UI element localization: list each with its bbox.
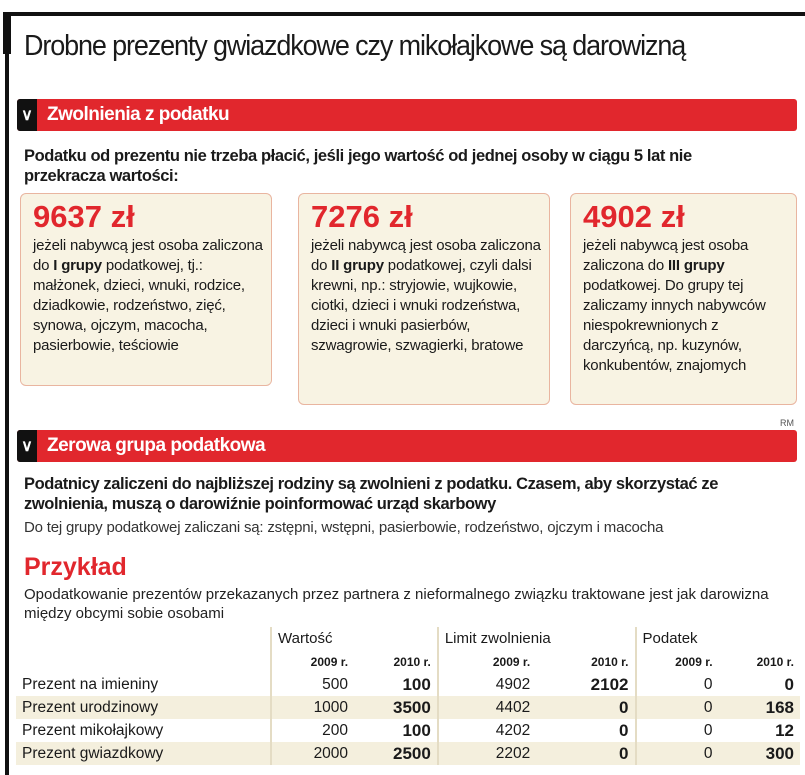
card-text: jeżeli nabywcą jest osoba zaliczona do [311, 237, 541, 274]
cell: 168 [719, 696, 800, 719]
chevron-down-icon: ∨ [17, 430, 37, 462]
credit: RM [780, 418, 794, 428]
card-group: I grupy [53, 257, 102, 274]
table-group-header [16, 627, 800, 650]
frame-notch [3, 12, 11, 54]
cell: 4402 [438, 696, 536, 719]
row-label: Prezent urodzinowy [16, 696, 271, 719]
year-header: 2009 r. [636, 650, 719, 673]
year-header: 2010 r. [756, 654, 794, 669]
cell: 0 [619, 720, 629, 740]
year-header: 2010 r. [591, 654, 629, 669]
section-bar-exemptions [17, 99, 797, 131]
table-row [16, 719, 800, 742]
example-table [16, 627, 800, 765]
section-heading: Zwolnienia z podatku [47, 104, 230, 125]
card-amount: 7276 zł [311, 199, 413, 234]
cell: 4202 [438, 719, 536, 742]
cell: 12 [775, 720, 794, 740]
row-label: Prezent na imieniny [22, 675, 159, 693]
section-heading: Zerowa grupa podatkowa [47, 435, 266, 456]
frame-top-rule [5, 12, 805, 16]
card-text: jeżeli nabywcą jest osoba zaliczona do [583, 237, 749, 274]
exemption-card-group-1 [20, 193, 272, 386]
cell: 0 [636, 742, 719, 765]
card-text: podatkowej, czyli dalsi krewni, np.: stryjowie, wujkowie, ciotki, dzieci i wnuki rodzeństwa, dzieci i wnuki pasierbów, szwagrowie, szwagierki, bratowe [311, 257, 532, 354]
cell: 500 [271, 673, 354, 696]
cell: 0 [636, 673, 719, 696]
table-year-header [16, 650, 800, 673]
card-group: II grupy [331, 257, 384, 274]
cell: 2000 [271, 742, 354, 765]
card-text: podatkowej. Do grupy tej zaliczamy innych nabywców niespokrewnionych z darczyńcą, np. kuzynów, konkubentów, znajomych [583, 277, 766, 374]
cell: 100 [402, 720, 431, 740]
year-header: 2009 r. [271, 650, 354, 673]
section-lead: Podatnicy zaliczeni do najbliższej rodziny są zwolnieni z podatku. Czasem, aby skorzystać ze zwolnienia, muszą o darowiźnie poinformować urząd skarbowy [24, 475, 718, 513]
table-row [16, 742, 800, 765]
table-row [16, 696, 800, 719]
example-title: Przykład [24, 553, 127, 581]
cell: 2102 [590, 674, 629, 694]
cell: 0 [784, 674, 794, 694]
card-group: III grupy [667, 257, 725, 274]
cell: 4902 [438, 673, 536, 696]
cell: 2202 [438, 742, 536, 765]
table-row [16, 673, 800, 696]
chevron-down-icon: ∨ [17, 99, 37, 131]
card-amount: 9637 zł [33, 199, 135, 234]
cell: 100 [402, 674, 431, 694]
cell: 1000 [271, 696, 354, 719]
cell: 2500 [354, 742, 438, 765]
frame-left-rule [5, 12, 9, 775]
cell: 0 [636, 719, 719, 742]
cell: 0 [536, 696, 635, 719]
section-bar-zero-group [17, 430, 797, 462]
card-amount: 4902 zł [583, 199, 685, 234]
page-title: Drobne prezenty gwiazdkowe czy mikołajkowe są darowizną [24, 30, 686, 62]
cell: 3500 [354, 696, 438, 719]
cell: 0 [536, 742, 635, 765]
group-header: Limit zwolnienia [438, 627, 636, 650]
cell: 200 [271, 719, 354, 742]
section-note: Do tej grupy podatkowej zaliczani są: zstępni, wstępni, pasierbowie, rodzeństwo, ojczym i macocha [24, 519, 664, 536]
card-text: jeżeli nabywcą jest osoba zaliczona do [33, 237, 263, 274]
group-header: Wartość [271, 627, 438, 650]
group-header: Podatek [636, 627, 801, 650]
exemption-card-group-2 [298, 193, 550, 405]
section-lead: Podatku od prezentu nie trzeba płacić, jeśli jego wartość od jednej osoby w ciągu 5 lat nie przekracza wartości: [24, 147, 692, 185]
year-header: 2010 r. [393, 654, 431, 669]
row-label: Prezent mikołajkowy [22, 721, 164, 739]
card-text: podatkowej, tj.: małżonek, dzieci, wnuki, rodzice, dziadkowie, rodzeństwo, zięć, synowa, ojczym, macocha, pasierbowie, teściowie [33, 257, 245, 354]
cell: 300 [719, 742, 800, 765]
row-label: Prezent gwiazdkowy [16, 742, 271, 765]
cell: 0 [636, 696, 719, 719]
example-text: Opodatkowanie prezentów przekazanych przez partnera z nieformalnego związku traktowane jest jak darowizna między obcymi sobie osobami [24, 586, 769, 622]
year-header: 2009 r. [438, 650, 536, 673]
exemption-card-group-3 [570, 193, 797, 405]
